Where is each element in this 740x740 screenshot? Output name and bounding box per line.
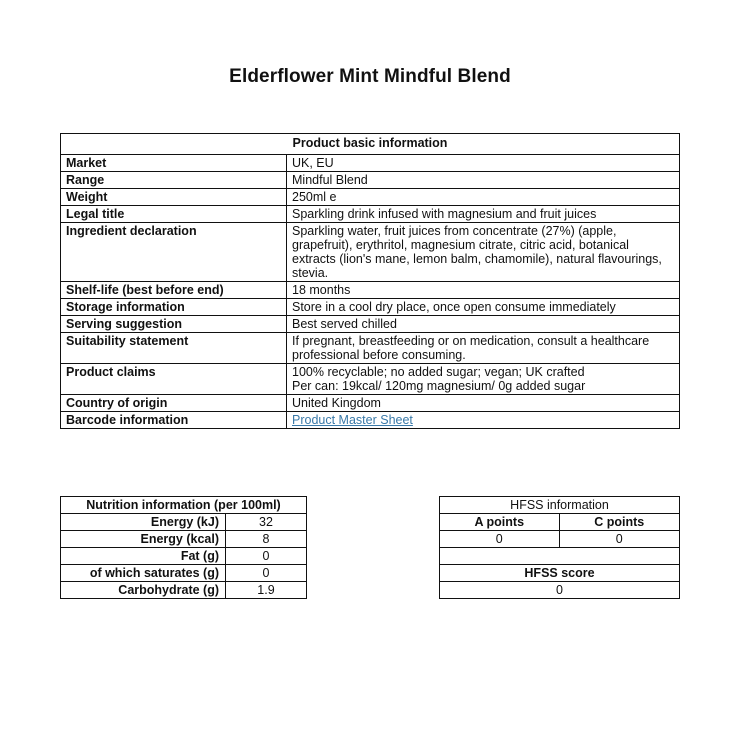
- nutrient-value: 32: [226, 514, 307, 531]
- table-row: [61, 206, 680, 223]
- c-points-label: C points: [559, 514, 679, 531]
- claims-line-1: 100% recyclable; no added sugar; vegan; UK crafted: [292, 365, 585, 379]
- row-value: 18 months: [287, 282, 680, 299]
- table-row: [61, 531, 307, 548]
- nutrient-value: 8: [226, 531, 307, 548]
- row-key: Ingredient declaration: [61, 223, 287, 282]
- table-row: [61, 548, 307, 565]
- table-row: [61, 282, 680, 299]
- table-row: [61, 333, 680, 364]
- row-key: Market: [61, 155, 287, 172]
- nutrient-label: Energy (kJ): [61, 514, 226, 531]
- row-key: Barcode information: [61, 412, 287, 429]
- row-value: [287, 412, 680, 429]
- row-value: United Kingdom: [287, 395, 680, 412]
- row-key: Country of origin: [61, 395, 287, 412]
- product-basic-info-table: [60, 133, 680, 429]
- nutrient-label: of which saturates (g): [61, 565, 226, 582]
- hfss-score-value: 0: [440, 582, 680, 599]
- c-points-value: 0: [559, 531, 679, 548]
- basic-info-header: Product basic information: [61, 134, 680, 155]
- row-key: Storage information: [61, 299, 287, 316]
- row-value: 250ml e: [287, 189, 680, 206]
- row-key: Product claims: [61, 364, 287, 395]
- table-row: [61, 514, 307, 531]
- nutrient-value: 0: [226, 548, 307, 565]
- table-row: [61, 565, 307, 582]
- document-title: Elderflower Mint Mindful Blend: [229, 66, 511, 87]
- table-row: [61, 395, 680, 412]
- row-value: Store in a cool dry place, once open consume immediately: [287, 299, 680, 316]
- row-value: Mindful Blend: [287, 172, 680, 189]
- hfss-header: HFSS information: [440, 497, 680, 514]
- claims-line-2: Per can: 19kcal/ 120mg magnesium/ 0g added sugar: [292, 379, 586, 393]
- a-points-value: 0: [440, 531, 560, 548]
- row-value: Best served chilled: [287, 316, 680, 333]
- hfss-table: [439, 496, 680, 599]
- nutrient-label: Carbohydrate (g): [61, 582, 226, 599]
- nutrient-value: 1.9: [226, 582, 307, 599]
- nutrient-label: Energy (kcal): [61, 531, 226, 548]
- table-row: [61, 223, 680, 282]
- nutrient-label: Fat (g): [61, 548, 226, 565]
- hfss-score-label: HFSS score: [440, 565, 680, 582]
- product-master-sheet-link[interactable]: Product Master Sheet: [292, 413, 413, 427]
- hfss-spacer: [440, 548, 680, 565]
- row-key: Shelf-life (best before end): [61, 282, 287, 299]
- table-row: [61, 155, 680, 172]
- table-row: [61, 299, 680, 316]
- row-value: If pregnant, breastfeeding or on medication, consult a healthcare professional before consuming.: [287, 333, 680, 364]
- nutrition-table: [60, 496, 307, 599]
- row-key: Range: [61, 172, 287, 189]
- table-row: [61, 172, 680, 189]
- row-key: Suitability statement: [61, 333, 287, 364]
- nutrition-header: Nutrition information (per 100ml): [61, 497, 307, 514]
- row-value: Sparkling water, fruit juices from concentrate (27%) (apple, grapefruit), erythritol, magnesium citrate, citric acid, botanical extracts (lion's mane, lemon balm, chamomile), natural flavourings, stevia.: [287, 223, 680, 282]
- row-key: Weight: [61, 189, 287, 206]
- table-row: [61, 582, 307, 599]
- row-key: Serving suggestion: [61, 316, 287, 333]
- table-row: [61, 364, 680, 395]
- row-value: UK, EU: [287, 155, 680, 172]
- nutrient-value: 0: [226, 565, 307, 582]
- row-key: Legal title: [61, 206, 287, 223]
- row-value: Sparkling drink infused with magnesium and fruit juices: [287, 206, 680, 223]
- table-row: [61, 412, 680, 429]
- a-points-label: A points: [440, 514, 560, 531]
- table-row: [61, 316, 680, 333]
- table-row: [61, 189, 680, 206]
- row-value: [287, 364, 680, 395]
